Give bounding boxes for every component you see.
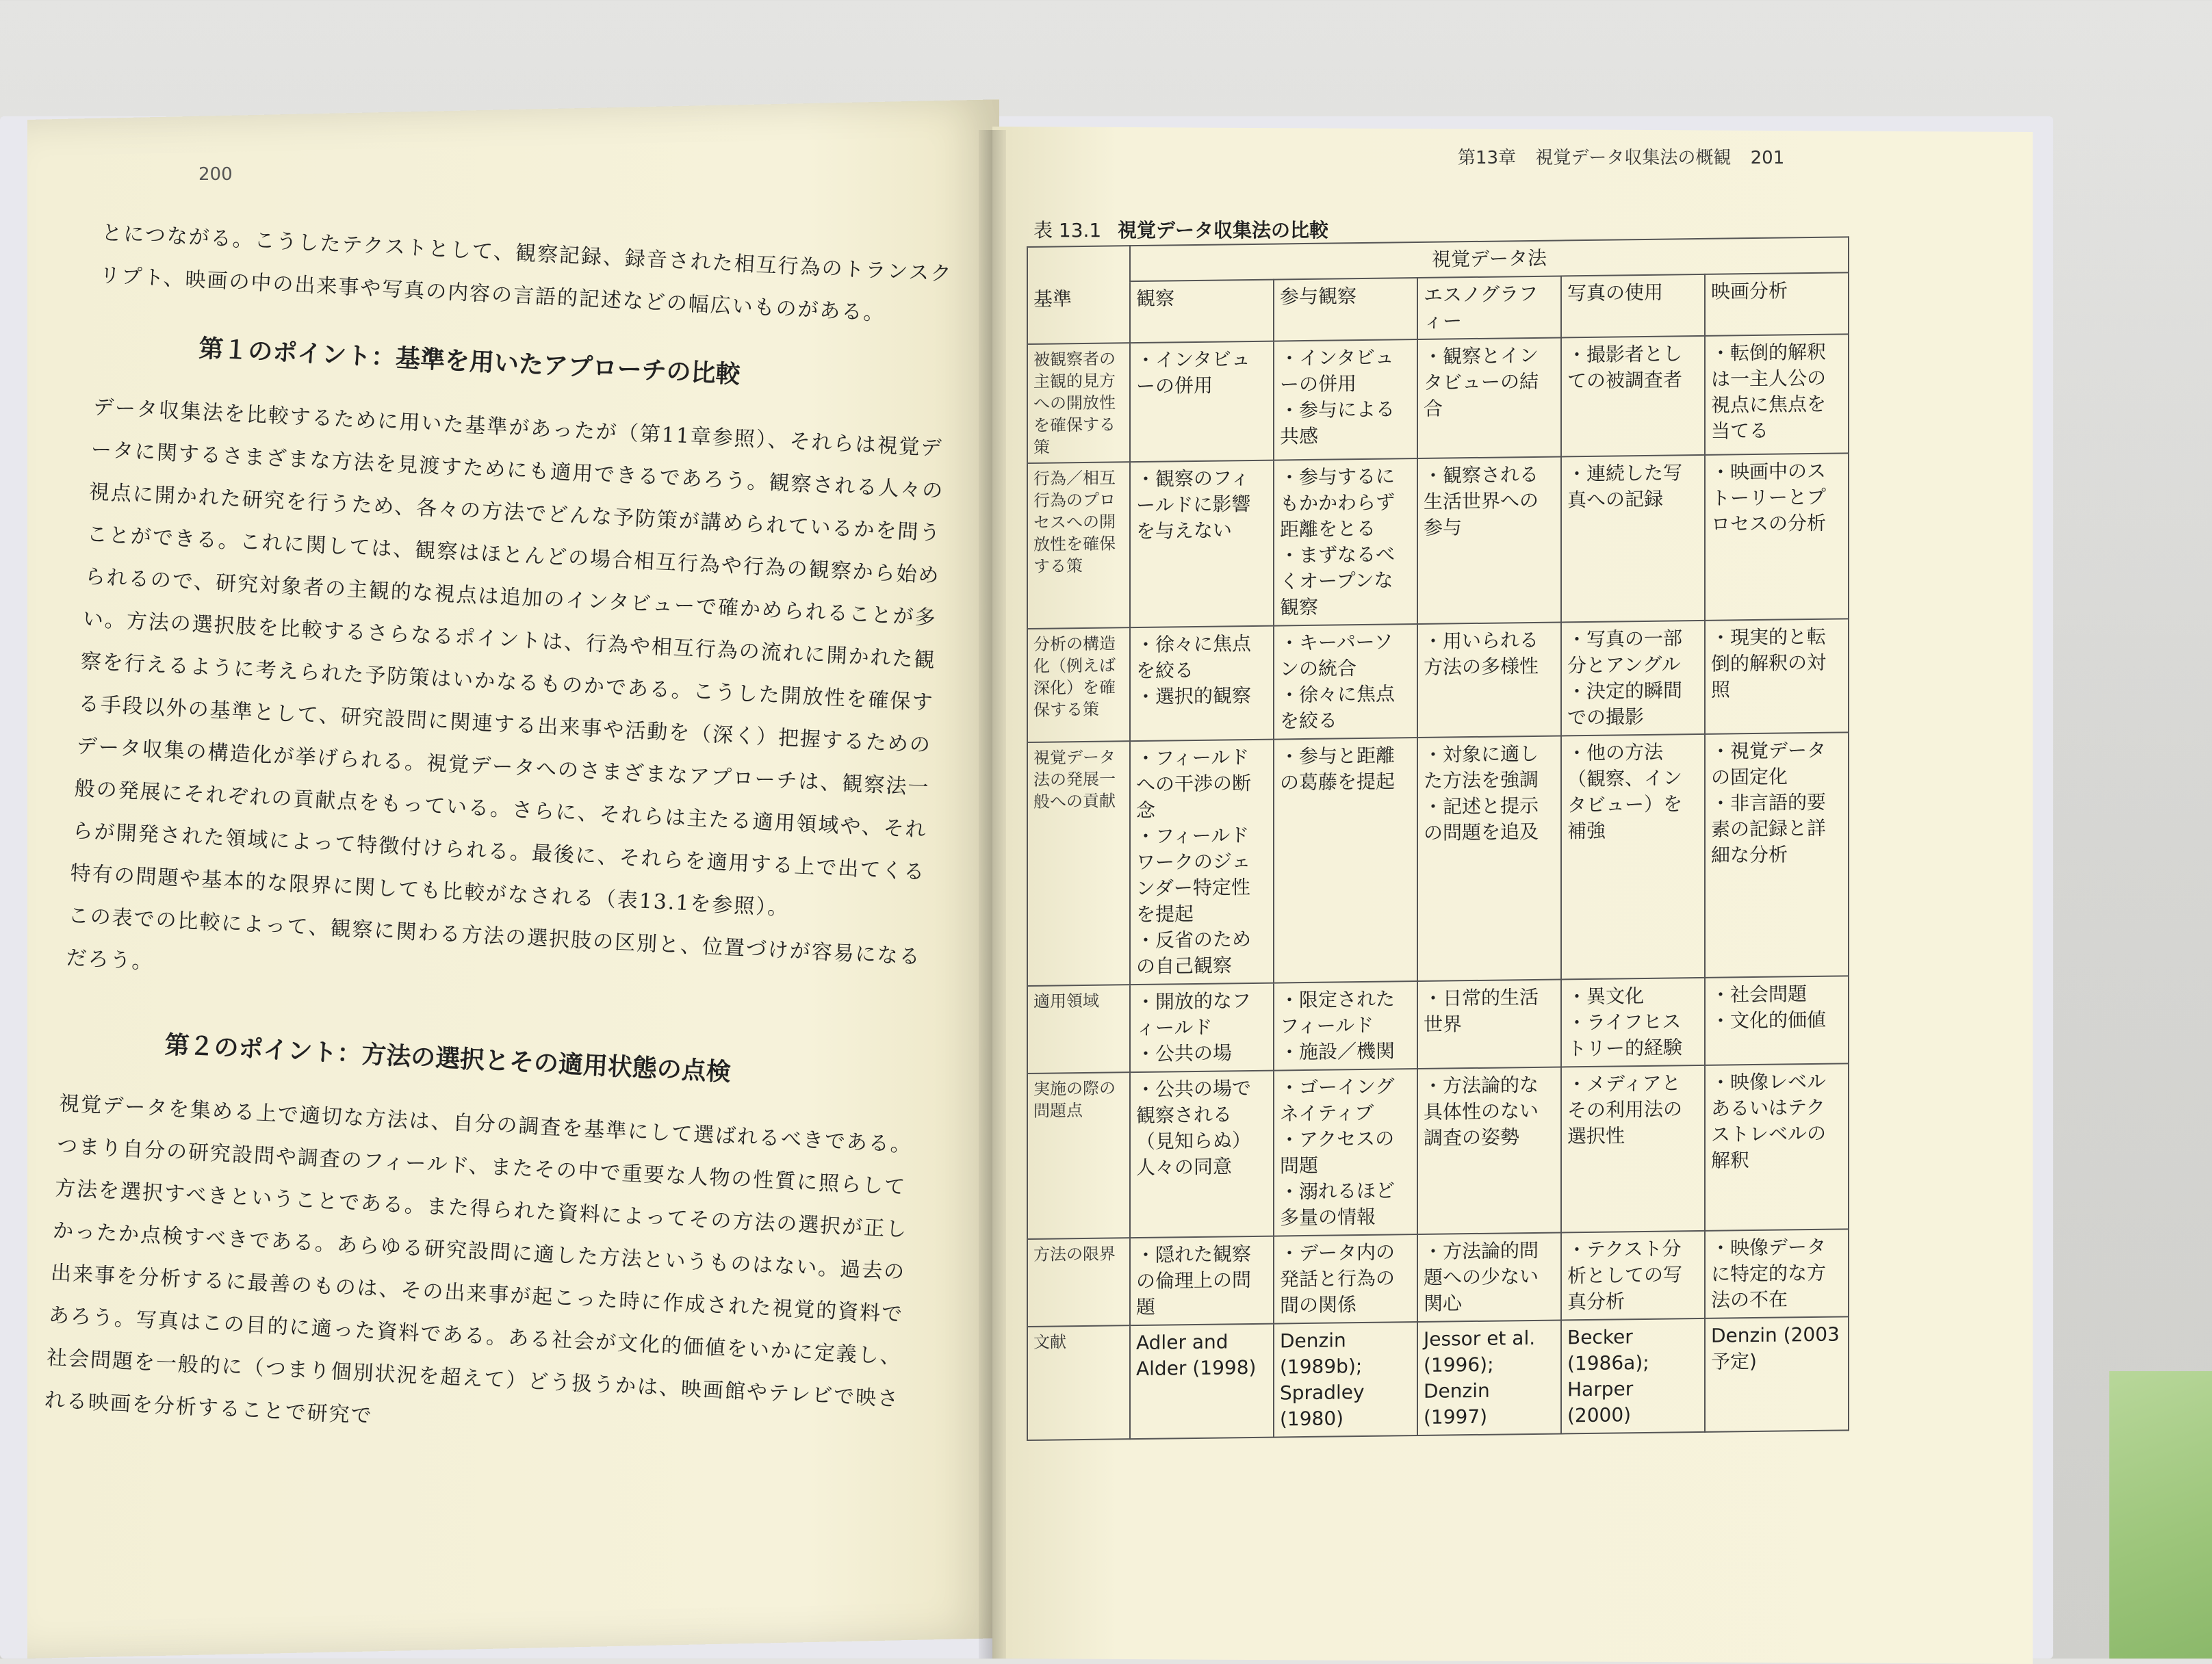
table-cell: ・インタビューの併用 ・参与による共感 xyxy=(1274,339,1417,460)
table-title: 視覚データ収集法の比較 xyxy=(1118,219,1329,242)
table-cell: ・観察とインタビューの結合 xyxy=(1417,337,1561,458)
paragraph: 視覚データを集める上で適切な方法は、自分の調査を基準にして選ばれるべきである。つまり自分の研究設問や調査のフィールド、またその中で重要な人物の性質に照らして方法を選択すべきということである。また得られた資料によってその方法の選択が正しかったか点検すべきである。あらゆる研究設問に適した方法というものはない。過去の出来事を分析するに最善のものは、その出来事が起こった時に作成された視覚的資料であろう。写真はこの目的に適った資料である。ある社会が文化的価値をいかに定義し、社会問題を一般的に（つまり個別状況を超えて）どう扱うかは、映画館やテレビで映される映画を分析することで研究で xyxy=(44,1091,913,1429)
table-cell: ・日常的生活世界 xyxy=(1417,979,1561,1069)
table-cell: ・観察のフィールドに影響を与えない xyxy=(1130,460,1274,628)
running-header xyxy=(1458,144,1798,169)
book-gutter xyxy=(979,130,1006,1659)
left-page-number: 200 xyxy=(198,164,233,185)
row-header: 実施の際の問題点 xyxy=(1027,1072,1130,1239)
column-header: 写真の使用 xyxy=(1561,274,1705,338)
table-cell: ・データ内の発話と行為の間の関係 xyxy=(1274,1234,1417,1324)
chapter-number: 第13章 xyxy=(1458,148,1517,168)
column-header: 参与観察 xyxy=(1274,278,1417,341)
table-cell: ・社会問題 ・文化的価値 xyxy=(1705,976,1849,1065)
table-cell: ・隠れた観察の倫理上の問題 xyxy=(1130,1236,1274,1326)
table-cell: ・方法論的な具体性のない調査の姿勢 xyxy=(1417,1067,1561,1234)
row-header: 分析の構造化（例えば深化）を確保する策 xyxy=(1027,627,1130,742)
paragraph: この表での比較によって、観察に関わる方法の選択肢の区別と、位置づけが容易になるだろう。 xyxy=(65,903,922,974)
table-cell: ・用いられる方法の多様性 xyxy=(1417,622,1561,738)
table-cell: ・開放的なフィールド ・公共の場 xyxy=(1130,983,1274,1073)
table-row xyxy=(1027,732,1849,986)
chapter-title: 視覚データ収集法の概観 xyxy=(1535,148,1732,168)
table-label: 表 13.1 xyxy=(1033,219,1102,242)
table-corner xyxy=(1027,246,1130,283)
table-cell: ・映像レベルあるいはテクストレベルの解釈 xyxy=(1705,1063,1849,1231)
table-cell: Denzin (1989b); Spradley (1980) xyxy=(1274,1322,1417,1438)
table-cell: ・ゴーイングネイティブ ・アクセスの問題 ・溺れるほど多量の情報 xyxy=(1274,1069,1417,1236)
table-row xyxy=(1027,1229,1849,1327)
column-header: エスノグラフィー xyxy=(1417,276,1561,339)
table-cell: Denzin (2003予定) xyxy=(1705,1316,1849,1432)
row-header: 被観察者の主観的見方への開放性を確保する策 xyxy=(1027,343,1130,463)
row-header: 適用領域 xyxy=(1027,985,1130,1074)
paragraph: とにつながる。こうしたテクストとして、観察記録、録音された相互行為のトランスクリプト、映画の中の出来事や写真の内容の言語的記述などの幅広いものがある。 xyxy=(99,220,953,326)
column-header: 観察 xyxy=(1130,280,1274,343)
table-cell: ・転倒的解釈は一主人公の視点に焦点を当てる xyxy=(1705,334,1849,455)
table-cell: Jessor et al. (1996); Denzin (1997) xyxy=(1417,1320,1561,1435)
column-header: 基準 xyxy=(1027,281,1130,344)
group-header: 視覚データ法 xyxy=(1130,237,1849,281)
column-header: 映画分析 xyxy=(1705,272,1849,336)
table-cell: Adler and Alder (1998) xyxy=(1130,1324,1274,1440)
paragraph: データ収集法を比較するために用いた基準があったが（第11章参照）、それらは視覚データに関するさまざまな方法を見渡すためにも適用できるであろう。観察される人々の視点に開かれた研究を行うため、各々の方法でどんな予防策が講められているかを問うことができる。これに関しては、観察はほとんどの場合相互行為や行為の観察から始められるので、研究対象者の主観的な視点は追加のインタビューで確かめられることが多い。方法の選択肢を比較するさらなるポイントは、行為や相互行為の流れに開かれた観察を行えるように考えられた予防策はいかなるものかである。こうした開放性を確保する手段以外の基準として、研究設問に関連する出来事や活動を（深く）把握するためのデータ収集の構造化が挙げられる。視覚データへのさまざまなアプローチは、観察法一般の発展にそれぞれの貢献点をもっている。さらに、それらは主たる適用領域や、それらが開発された領域によって特徴付けられる。最後に、それらを適用する上で出てくる特有の問題や基本的な限界に関しても比較がなされる（表13.1を参照）。 xyxy=(69,395,945,921)
table-cell: ・映像データに特定的な方法の不在 xyxy=(1705,1229,1849,1318)
table-cell: ・他の方法（観察、インタビュー）を補強 xyxy=(1561,734,1705,980)
table-cell: ・観察される生活世界への参与 xyxy=(1417,456,1561,624)
row-header: 視覚データ法の発展一般への貢献 xyxy=(1027,741,1130,986)
table-row xyxy=(1027,619,1849,742)
row-header: 行為／相互行為のプロセスへの開放性を確保する策 xyxy=(1027,462,1130,629)
table-cell: ・フィールドへの干渉の断念 ・フィールドワークのジェンダー特定性を提起 ・反省のための自己観察 xyxy=(1130,740,1274,985)
table-row xyxy=(1027,1063,1849,1239)
table-row xyxy=(1027,334,1849,463)
table-cell: ・写真の一部分とアングル ・決定的瞬間での撮影 xyxy=(1561,621,1705,736)
background-grass xyxy=(2109,1371,2212,1659)
row-header: 方法の限界 xyxy=(1027,1238,1130,1327)
table-cell: ・公共の場で観察される（見知らぬ）人々の同意 xyxy=(1130,1071,1274,1238)
left-page-body xyxy=(44,212,957,1464)
table-cell: ・連続した写真への記録 xyxy=(1561,455,1705,623)
table-cell: ・対象に適した方法を強調 ・記述と提示の問題を追及 xyxy=(1417,736,1561,981)
table-cell: ・インタビューの併用 xyxy=(1130,341,1274,463)
table-cell: ・異文化 ・ライフヒストリー的経験 xyxy=(1561,978,1705,1067)
table-cell: ・映画中のストーリーとプロセスの分析 xyxy=(1705,453,1849,621)
table-cell: ・参与と距離の葛藤を提起 xyxy=(1274,738,1417,983)
table-row xyxy=(1027,1316,1849,1440)
table-cell: ・撮影者としての被調査者 xyxy=(1561,336,1705,457)
table-cell: ・メディアとその利用法の選択性 xyxy=(1561,1065,1705,1233)
section-heading-2: 第２のポイント：方法の選択とその適用状態の点検 xyxy=(164,1030,732,1087)
table-cell: ・参与するにもかかわらず距離をとる ・まずなるべくオープンな観察 xyxy=(1274,458,1417,626)
table-cell: ・限定されたフィールド ・施設／機関 xyxy=(1274,981,1417,1071)
right-page-number: 201 xyxy=(1750,148,1785,168)
section-heading-1: 第１のポイント：基準を用いたアプローチの比較 xyxy=(198,335,741,389)
table-row xyxy=(1027,976,1849,1074)
comparison-table xyxy=(1027,236,1849,1441)
table-cell: ・現実的と転倒的解釈の対照 xyxy=(1705,619,1849,734)
table-cell: ・方法論的問題への少ない関心 xyxy=(1417,1232,1561,1322)
table-row xyxy=(1027,453,1849,629)
table-cell: ・視覚データの固定化 ・非言語的要素の記録と詳細な分析 xyxy=(1705,732,1849,978)
table-cell: Becker (1986a); Harper (2000) xyxy=(1561,1318,1705,1434)
table-caption xyxy=(1033,216,1328,243)
table-cell: ・徐々に焦点を絞る ・選択的観察 xyxy=(1130,626,1274,742)
row-header: 文献 xyxy=(1027,1325,1130,1440)
table-cell: ・キーパーソンの統合 ・徐々に焦点を絞る xyxy=(1274,624,1417,740)
table-cell: ・テクスト分析としての写真分析 xyxy=(1561,1231,1705,1321)
